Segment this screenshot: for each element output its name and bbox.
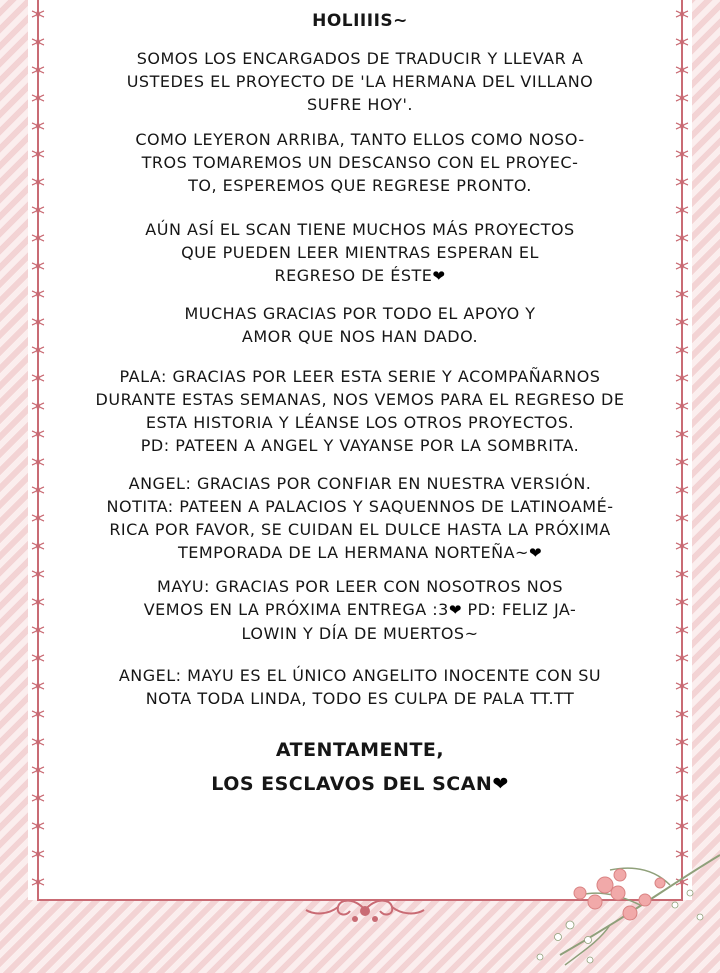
border-ornament: [675, 427, 689, 441]
text-line: SOMOS LOS ENCARGADOS DE TRADUCIR Y LLEVAR A: [136, 49, 584, 68]
text-line: VEMOS EN LA PRÓXIMA ENTREGA :3: [143, 600, 449, 619]
heart-icon: ❤: [528, 544, 543, 562]
border-ornament: [675, 91, 689, 105]
border-ornament: [675, 231, 689, 245]
border-ornament: [31, 315, 45, 329]
text-line: PD: PATEEN A ANGEL Y VAYANSE POR LA SOMBRITA.: [140, 436, 580, 455]
closing: [60, 733, 660, 801]
border-ornament: [31, 875, 45, 889]
text-line: QUE PUEDEN LEER MIENTRAS ESPERAN EL: [181, 243, 539, 262]
text-line: TEMPORADA DE LA HERMANA NORTEÑA~: [177, 543, 529, 562]
border-ornament: [675, 175, 689, 189]
border-ornament: [31, 91, 45, 105]
border-ornament: [675, 483, 689, 497]
border-ornament: [31, 371, 45, 385]
text-line: TO, ESPEREMOS QUE REGRESE PRONTO.: [188, 176, 532, 195]
border-ornament: [31, 259, 45, 273]
text-line: NOTA TODA LINDA, TODO ES CULPA DE PALA TT.TT: [145, 689, 575, 708]
border-ornament: [675, 791, 689, 805]
border-ornament: [675, 35, 689, 49]
border-ornament: [675, 455, 689, 469]
border-ornament: [31, 63, 45, 77]
border-ornament: [31, 651, 45, 665]
border-ornament: [675, 623, 689, 637]
border-ornament: [675, 287, 689, 301]
border-ornament: [31, 287, 45, 301]
text-line: REGRESO DE ÉSTE: [274, 266, 433, 285]
border-ornament: [31, 119, 45, 133]
border-ornament: [675, 679, 689, 693]
border-ornament: [675, 735, 689, 749]
border-ornament: [31, 847, 45, 861]
border-ornament: [31, 735, 45, 749]
border-ornament: [675, 567, 689, 581]
paragraph-angel-reply: [60, 664, 660, 710]
paragraph-mayu: [60, 575, 660, 645]
border-ornament: [675, 119, 689, 133]
border-ornament: [31, 567, 45, 581]
flourish-ornament: [300, 893, 430, 927]
border-ornament: [675, 511, 689, 525]
text-line: MAYU: GRACIAS POR LEER CON NOSOTROS NOS: [157, 577, 563, 596]
border-ornament: [675, 315, 689, 329]
border-ornament: [31, 455, 45, 469]
text-line: TROS TOMAREMOS UN DESCANSO CON EL PROYEC-: [141, 153, 579, 172]
border-ornament: [675, 595, 689, 609]
text-line: ANGEL: MAYU ES EL ÚNICO ANGELITO INOCENTE CON SU: [118, 666, 602, 685]
border-ornament: [31, 511, 45, 525]
border-ornament: [675, 259, 689, 273]
paragraph-thanks: [60, 302, 660, 348]
paragraph-pala: [60, 365, 660, 457]
border-ornament: [31, 539, 45, 553]
text-line: RICA POR FAVOR, SE CUIDAN EL DULCE HASTA LA PRÓXIMA: [109, 520, 611, 539]
border-ornament: [31, 763, 45, 777]
border-ornament: [675, 147, 689, 161]
border-ornament: [675, 399, 689, 413]
text-line: LOWIN Y DÍA DE MUERTOS~: [241, 624, 479, 643]
paragraph-intro: [60, 47, 660, 116]
text-line: SUFRE HOY'.: [307, 95, 413, 114]
border-ornament: [675, 203, 689, 217]
border-ornament: [31, 175, 45, 189]
heart-icon: ❤: [492, 773, 509, 795]
border-ornament: [31, 595, 45, 609]
text-line: AMOR QUE NOS HAN DADO.: [241, 327, 479, 346]
greeting: HOLIIIIS~: [312, 11, 408, 31]
border-ornament: [675, 763, 689, 777]
paragraph-break: [60, 128, 660, 197]
border-ornament: [31, 147, 45, 161]
text-line: USTEDES EL PROYECTO DE 'LA HERMANA DEL VILLANO: [126, 72, 594, 91]
text-line: PD: FELIZ JA-: [467, 600, 577, 619]
border-ornament: [675, 7, 689, 21]
border-ornament: [31, 791, 45, 805]
border-ornament: [31, 7, 45, 21]
border-ornament: [675, 539, 689, 553]
border-ornament: [31, 231, 45, 245]
border-ornament: [675, 371, 689, 385]
closing-line: ATENTAMENTE,: [275, 739, 445, 761]
text-line: NOTITA: PATEEN A PALACIOS Y SAQUENNOS DE LATINOAMÉ-: [106, 497, 614, 516]
heart-icon: ❤: [448, 601, 462, 619]
text-line: DURANTE ESTAS SEMANAS, NOS VEMOS PARA EL REGRESO DE: [95, 390, 625, 409]
border-ornament: [31, 399, 45, 413]
border-ornament: [31, 679, 45, 693]
border-ornament: [675, 63, 689, 77]
border-ornament: [31, 707, 45, 721]
text-line: PALA: GRACIAS POR LEER ESTA SERIE Y ACOMPAÑARNOS: [119, 367, 601, 386]
border-ornament: [31, 35, 45, 49]
signature: LOS ESCLAVOS DEL SCAN: [211, 773, 493, 795]
border-ornament: [31, 343, 45, 357]
text-line: ESTA HISTORIA Y LÉANSE LOS OTROS PROYECTOS.: [145, 413, 575, 432]
text-line: COMO LEYERON ARRIBA, TANTO ELLOS COMO NOSO-: [135, 130, 585, 149]
paragraph-angel: [60, 472, 660, 565]
text-line: MUCHAS GRACIAS POR TODO EL APOYO Y: [184, 304, 536, 323]
border-ornament: [31, 483, 45, 497]
flower-branch: [470, 845, 720, 973]
border-ornament: [31, 623, 45, 637]
border-ornament: [675, 707, 689, 721]
border-ornament: [31, 819, 45, 833]
paragraph-other-projects: [60, 218, 660, 288]
border-ornament: [675, 651, 689, 665]
text-line: ANGEL: GRACIAS POR CONFIAR EN NUESTRA VERSIÓN.: [128, 474, 592, 493]
text-line: AÚN ASÍ EL SCAN TIENE MUCHOS MÁS PROYECTOS: [145, 220, 575, 239]
border-ornament: [675, 343, 689, 357]
heart-icon: ❤: [432, 267, 446, 285]
border-ornament: [675, 819, 689, 833]
border-ornament: [31, 203, 45, 217]
border-ornament: [31, 427, 45, 441]
